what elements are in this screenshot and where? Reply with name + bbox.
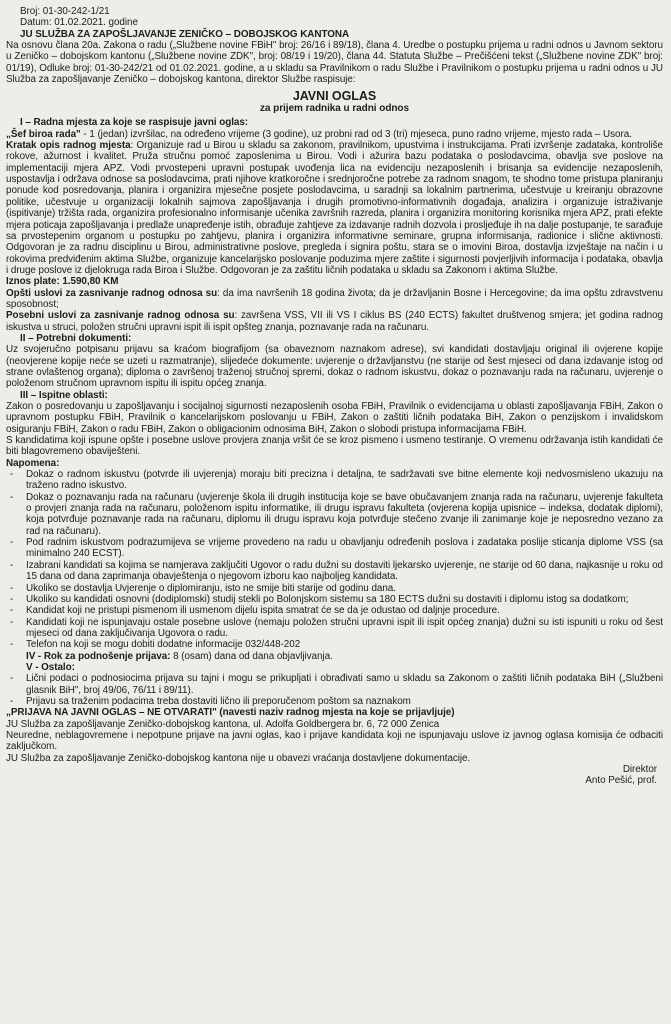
list-dash: -	[10, 491, 14, 503]
general-conditions-paragraph	[6, 288, 663, 311]
exam-areas-paragraph: Zakon o posredovanju u zapošljavanju i socijalnoj sigurnosti nezaposlenih osoba FBiH, Pravilnik o evidencijama u oblasti zapošljavanja FBiH, Zakon o upravnom postupku FBiH, Pravilnik o kancelarijskom poslovanju u FBiH, Zakon o zaštiti ličnih podataka BiH, Zakon o penzijskom i invalidskom osiguranju FBiH, Zakon o radu FBiH, Zakon o obligacionim odnosima BiH, Zakon o slobodi pristupa informacijama FBiH.	[6, 401, 663, 435]
list-dash: -	[10, 537, 14, 549]
section-3-heading: III – Ispitne oblasti:	[20, 389, 108, 401]
position-name: „Šef biroa rada"	[6, 128, 81, 140]
list-dash: -	[10, 582, 14, 594]
signature-role: Direktor	[622, 764, 657, 775]
special-conditions-text: : završena VSS, VII ili VS I ciklus BS (240 ECTS) fakultet društvenog smjera; jet godina radnog iskustva u struci, položen stručni upravni ispit ili ispit opšteg znanja, poznavanje rada na računaru.	[6, 310, 663, 333]
general-conditions-label: Opšti uslovi za zasnivanje radnog odnosa su	[6, 287, 218, 299]
note-item: - Kandidat koji ne pristupi pismenom ili usmenom dijelu ispita smatrat će se da je odustao od daljnje procedure.	[6, 605, 663, 616]
list-dash: -	[10, 605, 14, 617]
position-description: - 1 (jedan) izvršilac, na određeno vrijeme (3 godine), uz probni rad od 3 (tri) mjeseca, puno radno vrijeme, mjesto rada – Usora.	[80, 128, 632, 140]
documents-return-paragraph: JU Služba za zapošljavanje Zeničko-dobojskog kantona nije u obavezi vraćanja dostavljene dokumentacije.	[6, 752, 471, 764]
list-dash: -	[10, 469, 14, 481]
notes-list	[6, 469, 663, 651]
list-dash: -	[10, 616, 14, 628]
deadline-label: IV - Rok za podnošenje prijava:	[26, 650, 171, 662]
note-item: - Dokaz o poznavanju rada na računaru (uvjerenje škola ili drugih institucija koje se bave obučavanjem znanja rada na računaru, uvjerenje fakulteta o provjeri znanja rada na računaru, položenom ispitu informatike, ili drugu ispravu fakulteta (ovjerena kopija upisnice – indeksa, dodatak diplomi), koja potvrđuje poznavanje rada na računaru, diplomu ili drugu ispravu koja potvrđuje stečeno zvanje ili zanimanje koje je neposredno vezano za rad na računaru).	[6, 492, 663, 537]
announcement-subtitle: za prijem radnika u radni odnos	[259, 103, 410, 115]
duties-label: Kratak opis radnog mjesta	[6, 140, 131, 152]
envelope-label: „PRIJAVA NA JAVNI OGLAS – NE OTVARATI" (navesti naziv radnog mjesta na koje se prijavljuje)	[6, 707, 455, 719]
note-item: - Pod radnim iskustvom podrazumijeva se vrijeme provedeno na radu u obavljanju određenih poslova i zadataka poslije sticanja diplome VSS (sa minimalno 240 ECST).	[6, 537, 663, 560]
note-item: - Kandidati koji ne ispunjavaju ostale posebne uslove (nemaju položen stručni upravni ispit ili ispit općeg znanja) dužni su isti ispuniti u roku od šest mjeseci od dana zaključivanja Ugovora o radu.	[6, 617, 663, 640]
special-conditions-label: Posebni uslovi za zasnivanje radnog odnosa su	[6, 310, 235, 322]
list-dash: -	[10, 673, 14, 685]
general-conditions-text: : da ima navršenih 18 godina života; da je državljanin Bosne i Hercegovine; da ima opštu zdravstvenu sposobnost;	[6, 287, 664, 310]
salary-label: Iznos plate	[6, 276, 57, 288]
notes-heading: Napomena:	[6, 457, 60, 469]
section-1-heading: I – Radna mjesta za koje se raspisuje javni oglas:	[20, 117, 249, 129]
note-item: - Ukoliko su kandidati osnovni (dodiplomski) studij stekli po Bolonjskom sistemu sa 180 ECTS dužni su dostaviti i diplomu istog sa dodatkom;	[6, 594, 663, 605]
institution-name: JU SLUŽBA ZA ZAPOŠLJAVANJE ZENIČKO – DOBOJSKOG KANTONA	[20, 28, 350, 40]
note-item: - Dokaz o radnom iskustvu (potvrde ili uvjerenja) moraju biti precizna i detaljna, te sadržavati sve bitne elemente koji nedvosmisleno ukazuju na traženo radno iskustvo.	[6, 469, 663, 492]
list-dash: -	[10, 639, 14, 651]
note-item: - Izabrani kandidati sa kojima se namjerava zaključiti Ugovor o radu dužni su dostaviti ljekarsko uvjerenje, ne starije od 60 dana, najkasnije u roku od 15 dana od dana zaprimanja obavještenja o njegovom izboru kao najboljeg kandidata.	[6, 560, 663, 583]
salary-paragraph	[6, 276, 663, 287]
salary-value: : 1.590,80 KM	[56, 276, 119, 288]
special-conditions-paragraph	[6, 310, 663, 333]
position-paragraph	[6, 129, 663, 140]
incomplete-applications-paragraph: Neuredne, neblagovremene i nepotpune prijave na javni oglas, kao i prijave kandidata koji ne ispunjavaju uslove iz javnog oglasa komisija će odbaciti zaključkom.	[6, 729, 663, 753]
announcement-title: JAVNI OGLAS	[292, 89, 377, 104]
duties-paragraph	[6, 140, 663, 276]
address-line: JU Služba za zapošljavanje Zeničko-dobojskog kantona, ul. Adolfa Goldbergera br. 6, 72 000 Zenica	[6, 718, 440, 730]
exam-procedure-paragraph: S kandidatima koji ispune opšte i posebne uslove provjera znanja vršit će se kroz pismeno i usmeno testiranje. O vremenu održavanja istih kandidati će biti blagovremeno obaviješteni.	[6, 435, 663, 458]
legal-basis-paragraph: Na osnovu člana 20a. Zakona o radu („Službene novine FBiH" broj: 26/16 i 89/18), člana 4. Uredbe o postupku prijema u radni odnos u Javnom sektoru u Zeničko – dobojskom kantonu („Službene novine ZDK", broj: 08/19 i 19/20), člana 44. Statuta Službe – Prečišćeni tekst („Službene novine ZDK" broj: 01/19), Odluke broj: 01-30-242/21 od 01.02.2021. godine, a u skladu sa Pravilnikom o radu Službe i Pravilnikom o postupku prijema u radni odnos u JU Služba za zapošljavanje Zeničko – dobojskog kantona, direktor Službe raspisuje:	[6, 40, 663, 86]
duties-text: : Organizuje rad u Birou u skladu sa zakonom, pravilnikom, upustvima i instrukcijama. Prati izvršenje zadataka, kontroliše rokove, ažurnost i kvalitet. Pruža stručnu pomoć zaposlenima u Birou. Vodi i ažurira bazu podataka o poslodavcima, obavlja sve poslove na implementaciji mjera APZ. Vodi prvostepeni upravni postupak uvođenja lica na evidenciju nezaposlenih i brisanja sa evidencije nezaposlenih, uspostavlja i održava odnose sa poslodavcima, prati njihove kratkoročne i srednjoročne potrebe za radnom snagom, te shodno tome pristupa planiranju ponude kod posredovanja, planira i organizira mjesečne posjete poslodavcima, u saradnji sa lokalnim partnerima, učestvuje u kreiranju obrazovne politike, učestvuje u organizaciji lokalnih sajmova zapošljavanja i drugih promotivno-informativnih događaja, analizira i organizuje istraživanje (ispitivanje) tržišta rada, organizira profesionalno informisanje učenika završnih razreda, planira i organizira monitoring korisnika mjera APZ, prati efekte mjera poticaja zapošljavanja i predlaže unapređenje istih, obrađuje zahtjeve za izdavanje radnih dozvola i prosljeđuje ih na dalje postupanje, te sarađuje sa prvostepenim organom u postupku po zahtjevu, planira i organizira informativne seminare, grupna informisanja, radionice i slične aktivnosti. Odgovoran je za radnu disciplinu u Birou, administrativne poslove, pregleda i signira poštu, stara se o imovini Biroa, dostavlja izvještaje na način i u rokovima predviđenim aktima Službe, organizuje kancelarijsko poslovanje poduzima mjere zaštite i sigurnosti povjerljivih informacija i podataka, obavlja i druge poslove iz djelokruga rada Biroa i Službe. Odgovoran je za zaštitu ličnih podataka u skladu sa Zakonom i aktima Službe.	[6, 140, 663, 276]
section-5-heading: V - Ostalo:	[26, 661, 75, 673]
other-item: - Prijavu sa traženim podacima treba dostaviti lično ili preporučenom poštom sa naznakom	[6, 696, 663, 707]
list-dash: -	[10, 593, 14, 605]
note-item: - Telefon na koji se mogu dobiti dodatne informacije 032/448-202	[6, 639, 663, 650]
section-2-heading: II – Potrebni dokumenti:	[20, 332, 132, 344]
document-number: Broj: 01-30-242-1/21	[20, 6, 110, 17]
required-documents-paragraph: Uz svojeručno potpisanu prijavu sa kraćom biografijom (sa obaveznom naznakom adrese), svi kandidati dostavljaju original ili ovjerene kopije (neovjerene kopije neće se uzeti u razmatranje), slijedeće dokumente: uvjerenje o državljanstvu (ne starije od šest mjeseci od dana izdavanje istog od strane ovlaštenog organa); diploma o završenoj traženoj stručnoj spremi, dokaz o radnom iskustvu, dokaz o poznavanju rada na računaru, uvjerenje o položenom stručnom upravnom ispitu ili ispitu općeg znanja.	[6, 344, 663, 390]
deadline-paragraph	[6, 651, 663, 662]
list-dash: -	[10, 559, 14, 571]
signature-name: Anto Pešić, prof.	[585, 775, 657, 787]
document-date: Datum: 01.02.2021. godine	[20, 17, 138, 29]
list-dash: -	[10, 695, 14, 707]
note-item: - Ukoliko se dostavlja Uvjerenje o diplomiranju, isto ne smije biti starije od godinu dana.	[6, 583, 663, 594]
deadline-text: 8 (osam) dana od dana objavljivanja.	[170, 650, 333, 662]
other-item: - Lični podaci o podnosiocima prijava su tajni i mogu se prikupljati i obrađivati samo u skladu sa Zakonom o zaštiti ličnih podataka BiH („Službeni glasnik BiH", broj 49/06, 76/11 i 89/11).	[6, 673, 663, 696]
